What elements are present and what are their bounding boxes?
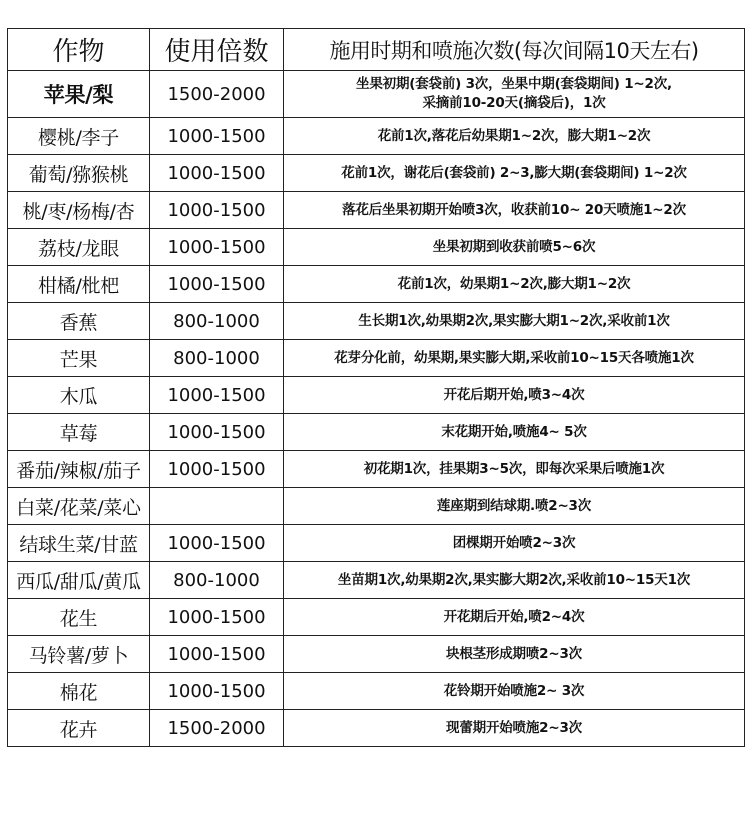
method-line: 采摘前10-20天(摘袋后)，1次: [422, 95, 606, 111]
dilution-cell: 1500-2000: [150, 710, 284, 747]
table-row: [8, 488, 745, 525]
table-row: [8, 673, 745, 710]
dilution-cell: 1000-1500: [150, 636, 284, 673]
crop-cell: 樱桃/李子: [8, 118, 150, 155]
method-line: 坐果初期(套袋前) 3次，坐果中期(套袋期间) 1~2次,: [356, 76, 672, 92]
method-cell: 开花期后开始,喷2~4次: [284, 599, 745, 636]
dilution-cell: 1000-1500: [150, 673, 284, 710]
crop-cell: 番茄/辣椒/茄子: [8, 451, 150, 488]
crop-cell: 马铃薯/萝卜: [8, 636, 150, 673]
table-row: [8, 266, 745, 303]
table-row: [8, 525, 745, 562]
table-row: [8, 414, 745, 451]
dilution-cell: 1000-1500: [150, 525, 284, 562]
table-row: [8, 562, 745, 599]
crop-cell: 葡萄/猕猴桃: [8, 155, 150, 192]
crop-cell: 香蕉: [8, 303, 150, 340]
header-dilution: 使用倍数: [150, 29, 284, 71]
dilution-cell: 1000-1500: [150, 599, 284, 636]
crop-cell: 草莓: [8, 414, 150, 451]
dilution-cell: 1000-1500: [150, 229, 284, 266]
table-row: [8, 303, 745, 340]
method-cell: 落花后坐果初期开始喷3次，收获前10~ 20天喷施1~2次: [284, 192, 745, 229]
method-cell: [284, 71, 745, 118]
crop-cell: 西瓜/甜瓜/黄瓜: [8, 562, 150, 599]
dilution-cell: 1000-1500: [150, 414, 284, 451]
table-row: [8, 451, 745, 488]
dilution-cell: 800-1000: [150, 562, 284, 599]
crop-cell: 荔枝/龙眼: [8, 229, 150, 266]
method-cell: 坐苗期1次,幼果期2次,果实膨大期2次,采收前10~15天1次: [284, 562, 745, 599]
method-cell: 坐果初期到收获前喷5~6次: [284, 229, 745, 266]
dilution-cell: 1000-1500: [150, 118, 284, 155]
dilution-cell: 800-1000: [150, 303, 284, 340]
method-cell: 团棵期开始喷2~3次: [284, 525, 745, 562]
table-row: [8, 599, 745, 636]
method-cell: 末花期开始,喷施4~ 5次: [284, 414, 745, 451]
table-row: [8, 155, 745, 192]
crop-cell: 花生: [8, 599, 150, 636]
crop-cell: 苹果/梨: [8, 71, 150, 118]
header-method: 施用时期和喷施次数(每次间隔10天左右): [284, 29, 745, 71]
crop-cell: 木瓜: [8, 377, 150, 414]
header-crop: 作物: [8, 29, 150, 71]
dilution-cell: 800-1000: [150, 340, 284, 377]
crop-cell: 柑橘/枇杷: [8, 266, 150, 303]
method-cell: 花前1次,落花后幼果期1~2次，膨大期1~2次: [284, 118, 745, 155]
crop-cell: 花卉: [8, 710, 150, 747]
crop-cell: 芒果: [8, 340, 150, 377]
dilution-cell: 1500-2000: [150, 71, 284, 118]
header-row: [8, 29, 745, 71]
crop-cell: 棉花: [8, 673, 150, 710]
method-cell: 现蕾期开始喷施2~3次: [284, 710, 745, 747]
dilution-cell: 1000-1500: [150, 155, 284, 192]
application-table: [7, 28, 745, 747]
table-row: [8, 636, 745, 673]
method-cell: 初花期1次，挂果期3~5次，即每次采果后喷施1次: [284, 451, 745, 488]
method-cell: 莲座期到结球期.喷2~3次: [284, 488, 745, 525]
table-row: [8, 710, 745, 747]
table-row: [8, 192, 745, 229]
dilution-cell: 1000-1500: [150, 451, 284, 488]
method-cell: 生长期1次,幼果期2次,果实膨大期1~2次,采收前1次: [284, 303, 745, 340]
method-cell: 花芽分化前，幼果期,果实膨大期,采收前10~15天各喷施1次: [284, 340, 745, 377]
table-row: [8, 377, 745, 414]
table-row: [8, 71, 745, 118]
dilution-cell: 1000-1500: [150, 192, 284, 229]
crop-cell: 结球生菜/甘蓝: [8, 525, 150, 562]
table-row: [8, 229, 745, 266]
dilution-cell: [150, 488, 284, 525]
table-row: [8, 340, 745, 377]
dilution-cell: 1000-1500: [150, 377, 284, 414]
method-cell: 开花后期开始,喷3~4次: [284, 377, 745, 414]
method-cell: 花前1次，幼果期1~2次,膨大期1~2次: [284, 266, 745, 303]
method-cell: 花铃期开始喷施2~ 3次: [284, 673, 745, 710]
method-cell: 块根茎形成期喷2~3次: [284, 636, 745, 673]
table-row: [8, 118, 745, 155]
method-cell: 花前1次，谢花后(套袋前) 2~3,膨大期(套袋期间) 1~2次: [284, 155, 745, 192]
crop-cell: 白菜/花菜/菜心: [8, 488, 150, 525]
dilution-cell: 1000-1500: [150, 266, 284, 303]
crop-cell: 桃/枣/杨梅/杏: [8, 192, 150, 229]
